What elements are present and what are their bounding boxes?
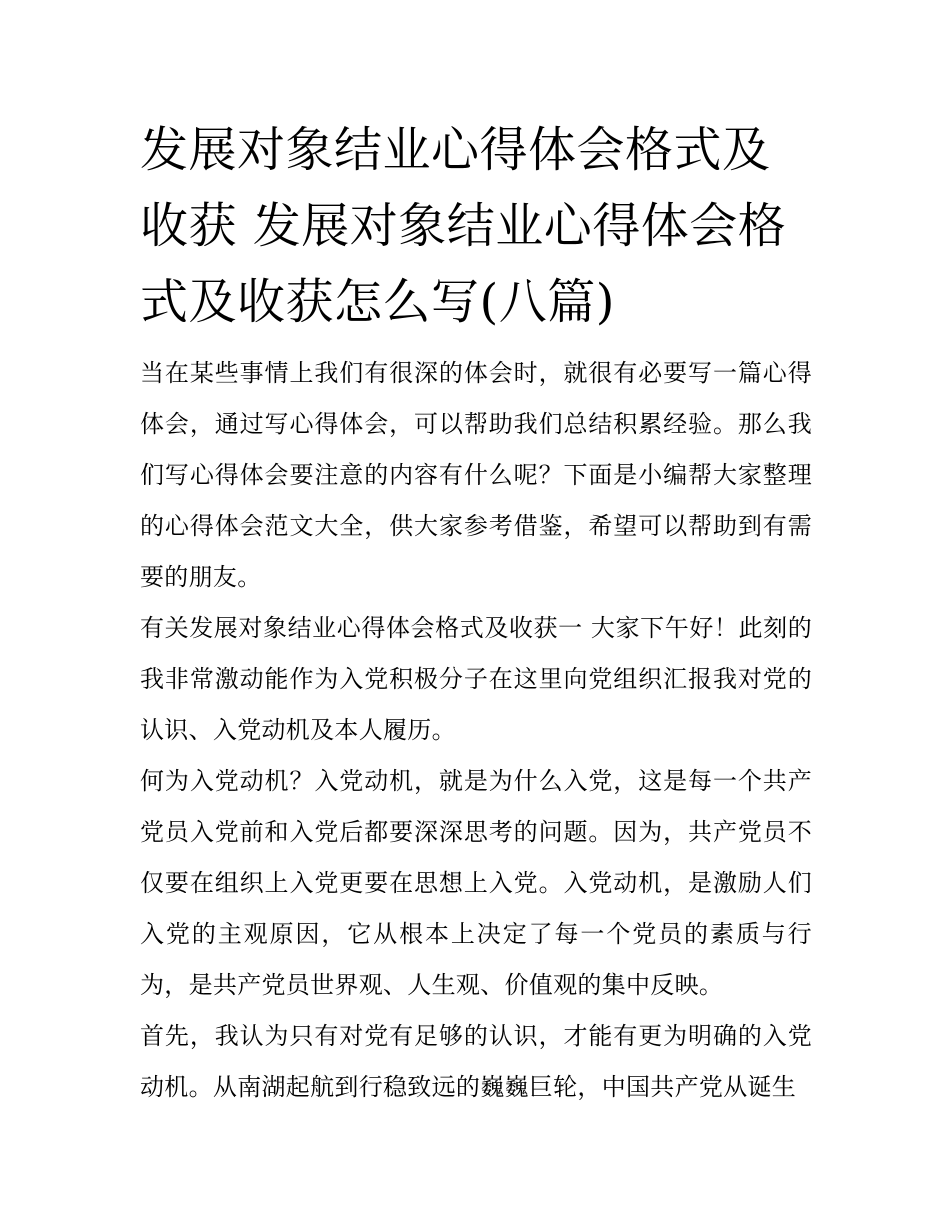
paragraph-2: 何为入党动机？入党动机，就是为什么入党，这是每一个共产党员入党前和入党后都要深深思考的问题。因为，共产党员不仅要在组织上入党更要在思想上入党。入党动机，是激励人们入党的主观原因，它从根本上决定了每一个党员的素质与行为，是共产党员世界观、人生观、价值观的集中反映。 bbox=[140, 767, 812, 999]
document-title: 发展对象结业心得体会格式及收获 发展对象结业心得体会格式及收获怎么写(八篇) bbox=[140, 122, 787, 330]
document-body bbox=[140, 112, 812, 1113]
paragraph-1: 有关发展对象结业心得体会格式及收获一 大家下午好！此刻的我非常激动能作为入党积极分子在这里向党组织汇报我对党的认识、入党动机及本人履历。 bbox=[140, 614, 812, 744]
paragraph-3: 首先，我认为只有对党有足够的认识，才能有更为明确的入党动机。从南湖起航到行稳致远的巍巍巨轮，中国共产党从诞生 bbox=[140, 1022, 812, 1101]
paragraph-intro: 当在某些事情上我们有很深的体会时，就很有必要写一篇心得体会，通过写心得体会，可以帮助我们总结积累经验。那么我们写心得体会要注意的内容有什么呢？下面是小编帮大家整理的心得体会范文大全，供大家参考借鉴，希望可以帮助到有需要的朋友。 bbox=[140, 359, 812, 591]
